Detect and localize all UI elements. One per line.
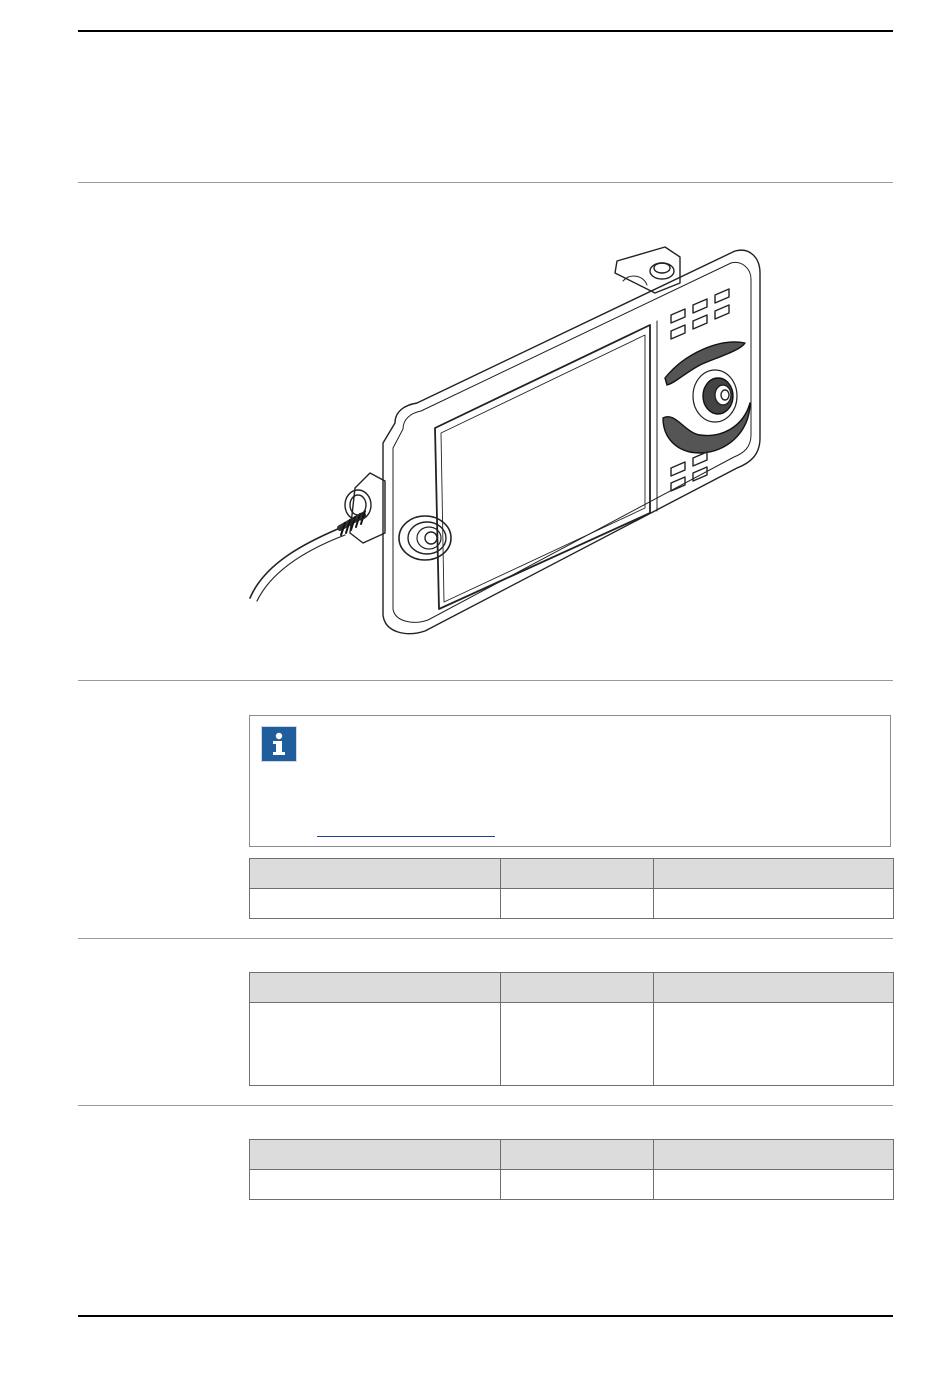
table-row [250,889,894,919]
note-box [249,715,891,847]
table-header-cell [250,1140,501,1170]
reference-link[interactable] [317,836,495,837]
table-cell [501,1170,654,1200]
spec-table [249,972,894,1086]
table-header-row [250,1140,894,1170]
table-header-cell [250,973,501,1003]
table-header-cell [654,859,894,889]
table-header-cell [654,973,894,1003]
table-cell [250,1170,501,1200]
table-cell [654,889,894,919]
table-header-cell [501,973,654,1003]
header-rule [78,30,893,32]
flexpendant-illustration [245,243,775,638]
table-header-row [250,973,894,1003]
table-cell [501,889,654,919]
table-header-cell [250,859,501,889]
section-divider [78,680,893,681]
section-divider [78,938,893,939]
section-divider [78,1105,893,1106]
table-cell [250,889,501,919]
spec-table [249,858,894,919]
table-row [250,1170,894,1200]
information-icon [261,726,297,762]
table-header-row [250,859,894,889]
footer-rule [78,1315,893,1317]
spec-table [249,1139,894,1200]
table-header-cell [501,859,654,889]
table-row [250,1003,894,1086]
table-cell [501,1003,654,1086]
table-header-cell [654,1140,894,1170]
table-cell [250,1003,501,1086]
table-cell [654,1170,894,1200]
table-header-cell [501,1140,654,1170]
table-cell [654,1003,894,1086]
section-divider [78,182,893,183]
